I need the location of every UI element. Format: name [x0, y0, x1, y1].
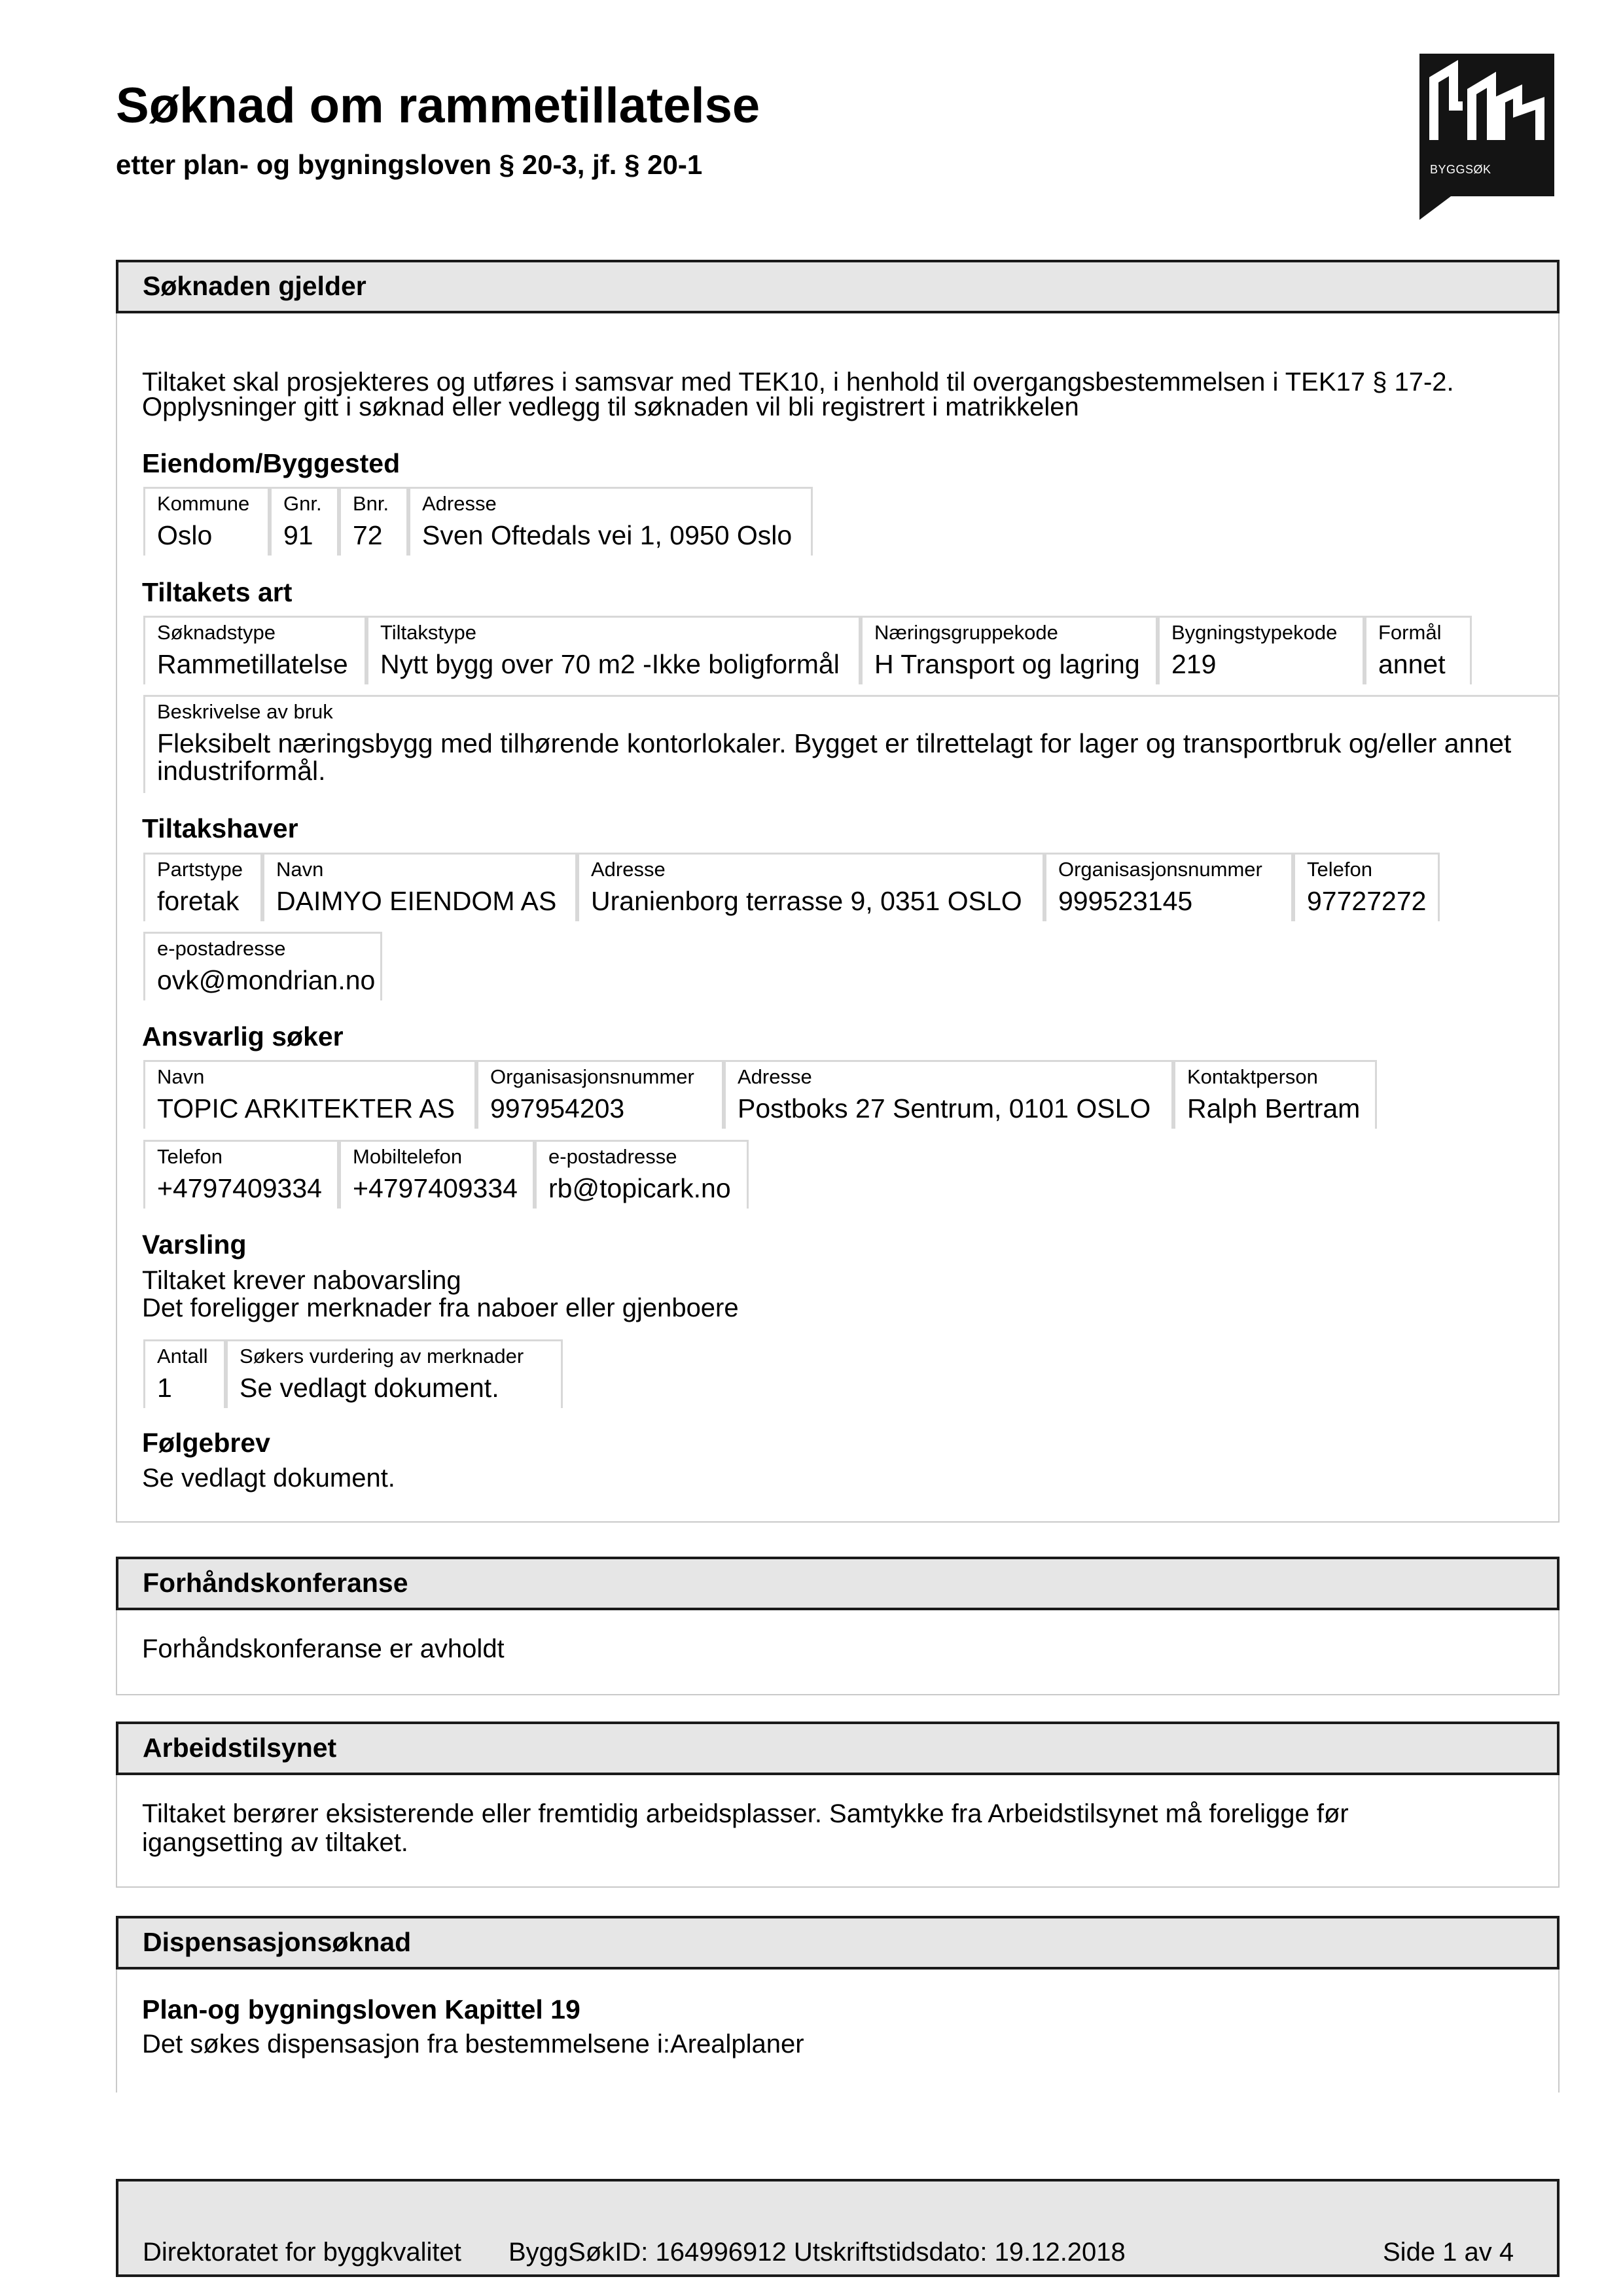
- field-soknadstype: [143, 616, 366, 684]
- folgebrev-text: Se vedlagt dokument.: [142, 1464, 395, 1492]
- label-formal: Formål: [1378, 621, 1442, 644]
- varsling-line-1: Tiltaket krever nabovarsling: [142, 1266, 461, 1295]
- byggsok-logo: [1419, 54, 1554, 196]
- label-partstype: Partstype: [157, 858, 243, 881]
- logo-tab: [1419, 196, 1451, 220]
- intro-line-1: Tiltaket skal prosjekteres og utføres i samsvar med TEK10, i henhold til overgangsbestemmelsen i TEK17 § 17-2.: [142, 368, 1454, 397]
- logo-text: BYGGSØK: [1430, 163, 1491, 176]
- heading-ansvarlig-soker: Ansvarlig søker: [142, 1021, 344, 1051]
- heading-varsling: Varsling: [142, 1229, 247, 1260]
- value-partstype: foretak: [157, 886, 240, 916]
- field-adresse: [408, 487, 813, 556]
- field-tiltakshaver-orgnr: [1044, 853, 1293, 921]
- field-vurdering: [226, 1339, 563, 1408]
- forhandskonferanse-text: Forhåndskonferanse er avholdt: [142, 1634, 505, 1663]
- field-beskrivelse-av-bruk: [143, 695, 1560, 793]
- field-tiltakshaver-telefon: [1293, 853, 1440, 921]
- value-soker-orgnr: 997954203: [490, 1093, 625, 1123]
- footer-id: ByggSøkID: 164996912 Utskriftstidsdato: 19.12.2018: [508, 2238, 1126, 2267]
- value-bnr: 72: [353, 520, 383, 550]
- field-soker-orgnr: [476, 1060, 724, 1129]
- intro-line-2: Opplysninger gitt i søknad eller vedlegg til søknaden vil bli registrert i matrikkelen: [142, 393, 1079, 421]
- value-soknadstype: Rammetillatelse: [157, 649, 348, 679]
- field-naeringsgruppekode: [861, 616, 1158, 684]
- label-kommune: Kommune: [157, 492, 250, 515]
- document-title: Søknad om rammetillatelse: [116, 78, 760, 133]
- heading-tiltakets-art: Tiltakets art: [142, 577, 293, 607]
- label-soker-orgnr: Organisasjonsnummer: [490, 1065, 694, 1088]
- field-soker-mobil: [339, 1140, 535, 1209]
- value-tiltakshaver-orgnr: 999523145: [1058, 886, 1193, 916]
- value-soker-mobil: +4797409334: [353, 1173, 518, 1203]
- heading-tiltakshaver: Tiltakshaver: [142, 813, 298, 843]
- section-header-arbeidstilsynet: Arbeidstilsynet: [116, 1722, 1560, 1775]
- field-partstype: [143, 853, 262, 921]
- heading-folgebrev: Følgebrev: [142, 1428, 270, 1458]
- arbeidstilsynet-line-1: Tiltaket berører eksisterende eller fremtidig arbeidsplasser. Samtykke fra Arbeidstilsynet må foreligge før: [142, 1799, 1349, 1828]
- varsling-line-2: Det foreligger merknader fra naboer eller gjenboere: [142, 1294, 739, 1322]
- value-soker-epost: rb@topicark.no: [548, 1173, 731, 1203]
- footer-org: Direktoratet for byggkvalitet: [143, 2238, 461, 2267]
- label-naeringsgruppekode: Næringsgruppekode: [874, 621, 1058, 644]
- field-kommune: [143, 487, 270, 556]
- value-kommune: Oslo: [157, 520, 213, 550]
- field-tiltakshaver-epost: [143, 932, 382, 1000]
- label-tiltakshaver-epost: e-postadresse: [157, 937, 286, 960]
- value-formal: annet: [1378, 649, 1446, 679]
- label-adresse: Adresse: [422, 492, 497, 515]
- value-gnr: 91: [283, 520, 313, 550]
- arbeidstilsynet-line-2: igangsetting av tiltaket.: [142, 1828, 408, 1857]
- value-soker-adresse: Postboks 27 Sentrum, 0101 OSLO: [738, 1093, 1151, 1123]
- label-tiltakshaver-orgnr: Organisasjonsnummer: [1058, 858, 1262, 881]
- label-soker-adresse: Adresse: [738, 1065, 812, 1088]
- heading-eiendom: Eiendom/Byggested: [142, 448, 401, 478]
- value-vurdering: Se vedlagt dokument.: [240, 1373, 499, 1403]
- value-bygningstypekode: 219: [1171, 649, 1217, 679]
- field-tiltakshaver-navn: [262, 853, 577, 921]
- label-tiltakshaver-telefon: Telefon: [1307, 858, 1372, 881]
- value-soker-kontaktperson: Ralph Bertram: [1187, 1093, 1361, 1123]
- label-tiltakshaver-adresse: Adresse: [591, 858, 666, 881]
- field-soker-telefon: [143, 1140, 339, 1209]
- value-beskrivelse-line-2: industriformål.: [157, 756, 326, 786]
- value-tiltakshaver-adresse: Uranienborg terrasse 9, 0351 OSLO: [591, 886, 1022, 916]
- section-header-dispensasjon: Dispensasjonsøknad: [116, 1916, 1560, 1969]
- value-naeringsgruppekode: H Transport og lagring: [874, 649, 1140, 679]
- label-gnr: Gnr.: [283, 492, 322, 515]
- value-beskrivelse-line-1: Fleksibelt næringsbygg med tilhørende kontorlokaler. Bygget er tilrettelagt for lager og transportbruk og/eller annet: [157, 728, 1512, 758]
- value-antall: 1: [157, 1373, 172, 1403]
- document-subtitle: etter plan- og bygningsloven § 20-3, jf. § 20-1: [116, 149, 703, 180]
- field-soker-epost: [535, 1140, 749, 1209]
- value-tiltakshaver-navn: DAIMYO EIENDOM AS: [276, 886, 557, 916]
- value-soker-telefon: +4797409334: [157, 1173, 322, 1203]
- label-soker-navn: Navn: [157, 1065, 205, 1088]
- field-formal: [1364, 616, 1472, 684]
- section-header-forhandskonferanse: Forhåndskonferanse: [116, 1557, 1560, 1610]
- value-soker-navn: TOPIC ARKITEKTER AS: [157, 1093, 455, 1123]
- label-soker-kontaktperson: Kontaktperson: [1187, 1065, 1318, 1088]
- label-soker-mobil: Mobiltelefon: [353, 1145, 463, 1168]
- dispensasjon-text: Det søkes dispensasjon fra bestemmelsene i:Arealplaner: [142, 2030, 804, 2058]
- label-tiltakshaver-navn: Navn: [276, 858, 324, 881]
- label-soker-epost: e-postadresse: [548, 1145, 677, 1168]
- label-tiltakstype: Tiltakstype: [380, 621, 477, 644]
- field-gnr: [270, 487, 339, 556]
- value-tiltakshaver-epost: ovk@mondrian.no: [157, 965, 376, 995]
- label-soker-telefon: Telefon: [157, 1145, 223, 1168]
- section-header-soknaden-gjelder: Søknaden gjelder: [116, 260, 1560, 313]
- label-soknadstype: Søknadstype: [157, 621, 276, 644]
- label-bygningstypekode: Bygningstypekode: [1171, 621, 1338, 644]
- field-soker-kontaktperson: [1173, 1060, 1377, 1129]
- field-tiltakshaver-adresse: [577, 853, 1044, 921]
- label-antall: Antall: [157, 1345, 208, 1368]
- label-vurdering: Søkers vurdering av merknader: [240, 1345, 524, 1368]
- field-bygningstypekode: [1158, 616, 1364, 684]
- value-adresse: Sven Oftedals vei 1, 0950 Oslo: [422, 520, 793, 550]
- field-antall: [143, 1339, 226, 1408]
- field-bnr: [339, 487, 408, 556]
- byggsok-logo-icon: [1419, 54, 1554, 158]
- value-tiltakshaver-telefon: 97727272: [1307, 886, 1427, 916]
- dispensasjon-subheading: Plan-og bygningsloven Kapittel 19: [142, 1994, 580, 2024]
- value-tiltakstype: Nytt bygg over 70 m2 -Ikke boligformål: [380, 649, 840, 679]
- field-tiltakstype: [366, 616, 861, 684]
- field-soker-navn: [143, 1060, 476, 1129]
- label-beskrivelse: Beskrivelse av bruk: [157, 700, 333, 723]
- footer-page-number: Side 1 av 4: [1383, 2238, 1514, 2267]
- field-soker-adresse: [724, 1060, 1173, 1129]
- label-bnr: Bnr.: [353, 492, 389, 515]
- page-footer: [116, 2179, 1560, 2277]
